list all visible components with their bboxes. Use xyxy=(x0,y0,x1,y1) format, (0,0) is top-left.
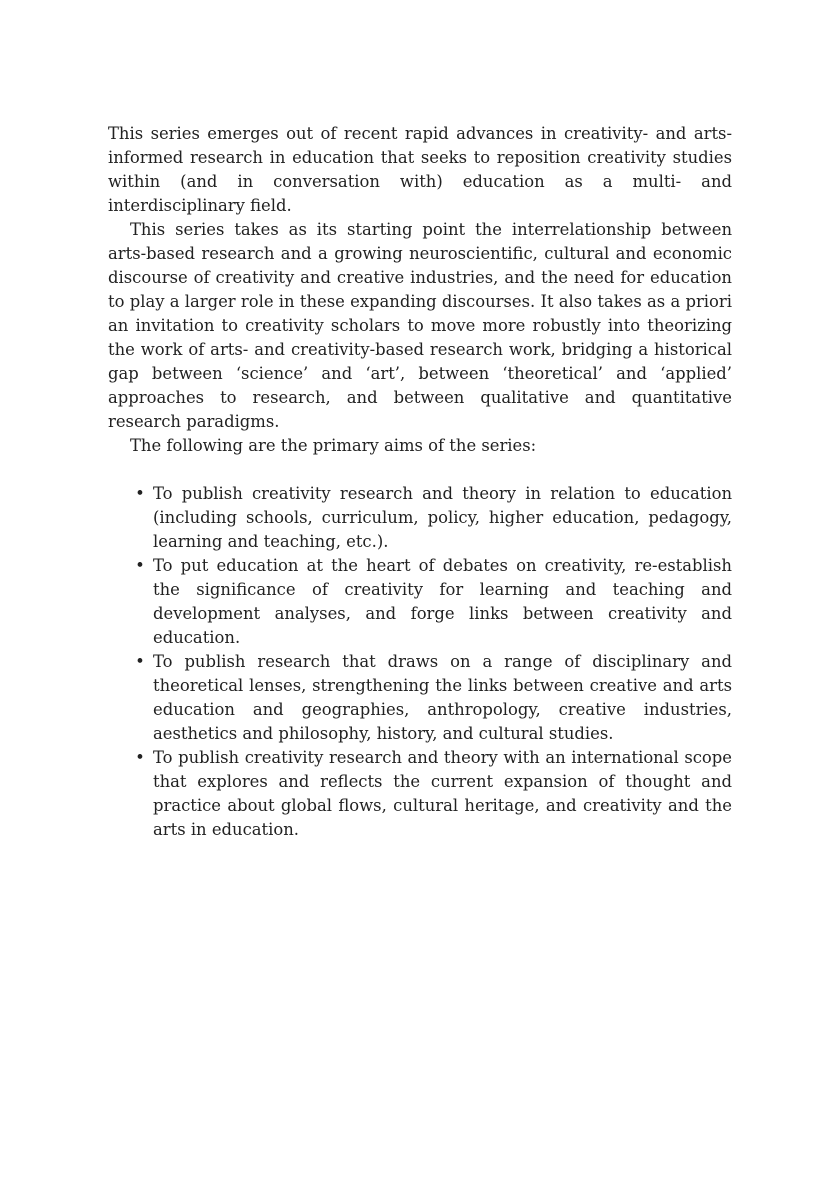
aims-intro-paragraph: The following are the primary aims of the series: xyxy=(130,436,537,455)
series-description xyxy=(108,122,732,842)
aim-text: To publish creativity research and theory with an international scope that explores and reflects the current expansion of thought and practice about global flows, cultural heritage, and creativity and the arts in education. xyxy=(153,748,732,839)
aims-list xyxy=(108,482,732,842)
list-item xyxy=(108,650,732,746)
aim-text: To publish research that draws on a range of disciplinary and theoretical lenses, strengthening the links between creative and arts education and geographies, anthropology, creative industries, aesthetics and philosophy, history, and cultural studies. xyxy=(153,652,732,743)
list-item xyxy=(108,746,732,842)
list-item xyxy=(108,482,732,554)
aim-text: To publish creativity research and theory in relation to education (including schools, curriculum, policy, higher education, pedagogy, learning and teaching, etc.). xyxy=(153,484,732,551)
bullet-icon: • xyxy=(135,556,145,575)
bullet-icon: • xyxy=(135,652,145,671)
intro-paragraph: This series emerges out of recent rapid advances in creativity- and arts-informed research in education that seeks to reposition creativity studies within (and in conversation with) education as a multi- and interdisciplinary field. xyxy=(108,124,732,215)
bullet-icon: • xyxy=(135,484,145,503)
starting-point-paragraph: This series takes as its starting point the interrelationship between arts-based research and a growing neuroscientific, cultural and economic discourse of creativity and creative industries, and the need for education to play a larger role in these expanding discourses. It also takes as a priori an invitation to creativity scholars to move more robustly into theorizing the work of arts- and creativity-based research work, bridging a historical gap between ‘science’ and ‘art’, between ‘theoretical’ and ‘applied’ approaches to research, and between qualitative and quantitative research paradigms. xyxy=(108,220,732,431)
bullet-icon: • xyxy=(135,748,145,767)
aim-text: To put education at the heart of debates on creativity, re-establish the significance of creativity for learning and teaching and development analyses, and forge links between creativity and education. xyxy=(153,556,732,647)
list-item xyxy=(108,554,732,650)
